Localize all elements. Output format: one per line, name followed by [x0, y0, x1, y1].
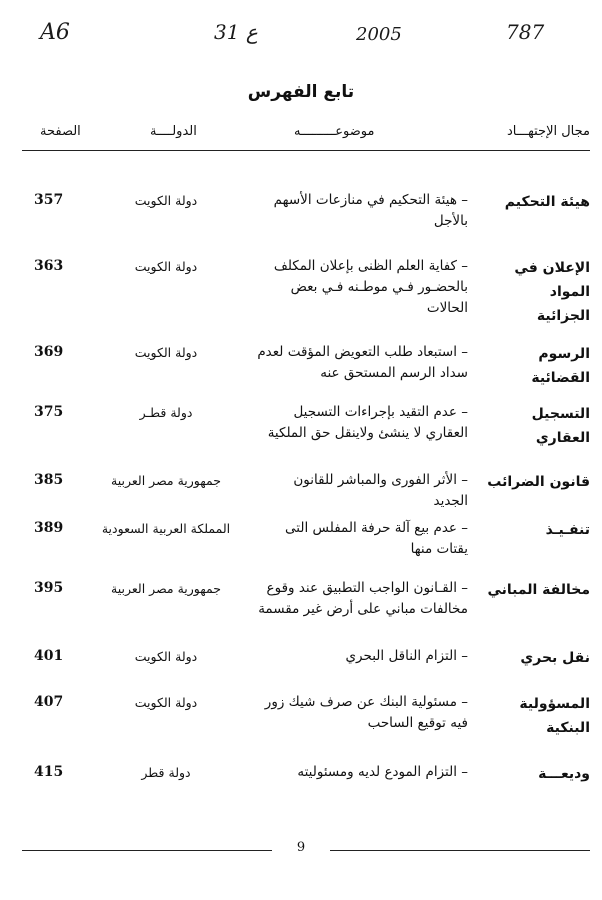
entry-page: 415	[34, 764, 64, 780]
entry-field: الرسوم القضائية	[531, 346, 590, 386]
column-header-topic: موضوعـــــــــه	[294, 124, 375, 139]
entry-topic: – كفاية العلم الظنى بإعلان المكلف بالحضـور فـي موطـنه فـي بعض الحالات	[273, 258, 468, 316]
handwritten-number: 787	[506, 20, 545, 44]
entry-field: الإعلان في المواد الجزائية	[514, 260, 590, 324]
column-header-page: الصفحة	[40, 124, 81, 139]
entry-country: دولة قطـر	[139, 405, 193, 420]
entry-country: دولة الكويت	[134, 345, 198, 360]
entry-topic: – هيئة التحكيم في منازعات الأسهم بالأجل	[273, 192, 468, 229]
column-header-field: مجال الإجتهـــاد	[506, 124, 590, 139]
entry-field: هيئة التحكيم	[504, 194, 590, 210]
entry-field: تنفـيـذ	[545, 522, 590, 538]
entry-country: دولة الكويت	[134, 695, 198, 710]
entry-field: مخالفة المباني	[487, 582, 590, 598]
handwritten-issue: 31 ع	[214, 20, 258, 44]
entry-country: جمهورية مصر العربية	[111, 473, 221, 488]
entry-country: دولة الكويت	[134, 649, 198, 664]
entry-country: دولة قطر	[141, 765, 191, 780]
entry-topic: – عدم بيع آلة حرفة المفلس التى يقتات منها	[285, 520, 468, 557]
header-rule	[22, 150, 590, 151]
footer-page-number: 9	[296, 840, 306, 855]
table-header	[22, 124, 590, 146]
entry-page: 389	[34, 520, 64, 536]
entry-page: 369	[34, 344, 64, 360]
entry-topic: – التزام المودع لديه ومسئوليته	[297, 764, 468, 780]
entry-topic: – التزام الناقل البحري	[345, 648, 468, 664]
entry-field: وديعـــة	[538, 766, 590, 782]
handwritten-year: 2005	[356, 24, 402, 45]
column-header-country: الدولــــة	[150, 124, 197, 139]
entry-page: 407	[34, 694, 64, 710]
entry-country: دولة الكويت	[134, 193, 198, 208]
entry-field: التسجيل العقاري	[531, 406, 590, 446]
handwritten-code: A6	[40, 20, 70, 45]
entry-country: المملكة العربية السعودية	[101, 521, 231, 536]
entry-page: 395	[34, 580, 64, 596]
entry-page: 375	[34, 404, 64, 420]
page-title: تابع الفهرس	[247, 82, 355, 102]
entry-page: 357	[34, 192, 64, 208]
entry-country: جمهورية مصر العربية	[111, 581, 221, 596]
entry-field: نقل بحري	[520, 650, 590, 666]
entry-page: 363	[34, 258, 64, 274]
footer-rule-left	[22, 850, 272, 851]
entry-page: 385	[34, 472, 64, 488]
entry-field: المسؤولية البنكية	[519, 696, 590, 736]
entry-topic: – عدم التقيد بإجراءات التسجيل العقاري لا ينشئ ولاينقل حق الملكية	[267, 404, 468, 441]
entry-topic: – الأثر الفورى والمباشر للقانون الجديد	[293, 472, 468, 509]
entry-topic: – القـانون الواجب التطبيق عند وقوع مخالفات مباني على أرض غير مقسمة	[258, 580, 468, 617]
entry-topic: – استبعاد طلب التعويض المؤقت لعدم سداد الرسم المستحق عنه	[257, 344, 468, 381]
entry-country: دولة الكويت	[134, 259, 198, 274]
entry-page: 401	[34, 648, 64, 664]
footer-rule-right	[330, 850, 590, 851]
entry-topic: – مسئولية البنك عن صرف شيك زور فيه توقيع الساحب	[264, 694, 468, 731]
entry-field: قانون الضرائب	[487, 474, 590, 490]
